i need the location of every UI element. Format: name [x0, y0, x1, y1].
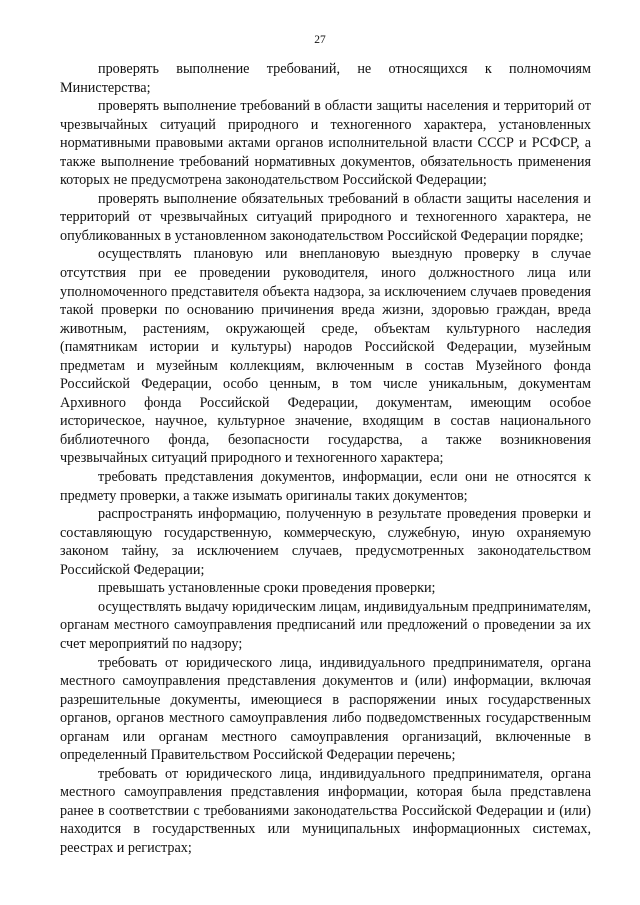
paragraph: осуществлять выдачу юридическим лицам, индивидуальным предпринимателям, органам местного самоуправления предписаний или предложений о проведении за их счет мероприятий по надзору;	[60, 598, 591, 652]
paragraph: превышать установленные сроки проведения проверки;	[98, 580, 436, 597]
paragraph: проверять выполнение требований в области защиты населения и территорий от чрезвычайных ситуаций природного и техногенного характера, установленных нормативными правовыми актами органов исполнительной власти СССР и РСФСР, а также выполнение требований нормативных документов, обязательность применения которых не предусмотрена законодательством Российской Федерации;	[60, 98, 591, 189]
document-body	[60, 60, 591, 858]
paragraph: требовать представления документов, информации, если они не относятся к предмету проверки, а также изымать оригиналы таких документов;	[60, 469, 591, 504]
paragraph: осуществлять плановую или внеплановую выездную проверку в случае отсутствия при ее проведении руководителя, иного должностного лица или уполномоченного представителя объекта надзора, за исключением случаев проведения такой проверки по основанию причинения вреда жизни, здоровью граждан, вреда животным, растениям, окружающей среде, объектам культурного наследия (памятникам истории и культуры) народов Российской Федерации, музейным предметам и музейным коллекциям, включенным в состав Музейного фонда Российской Федерации, особо ценным, в том числе уникальным, документам Архивного фонда Российской Федерации, документам, имеющим особое историческое, научное, культурное значение, входящим в состав национального библиотечного фонда, безопасности государства, а также возникновения чрезвычайных ситуаций природного и техногенного характера;	[60, 246, 591, 467]
paragraph: проверять выполнение требований, не относящихся к полномочиям Министерства;	[60, 61, 591, 96]
page-number: 27	[314, 34, 326, 46]
paragraph: распространять информацию, полученную в результате проведения проверки и составляющую государственную, коммерческую, служебную, иную охраняемую законом тайну, за исключением случаев, предусмотренных законодательством Российской Федерации;	[60, 506, 591, 578]
paragraph: требовать от юридического лица, индивидуального предпринимателя, органа местного самоуправления представления информации, которая была представлена ранее в соответствии с требованиями законодательства Российской Федерации и (или) находится в государственных или муниципальных информационных системах, реестрах и регистрах;	[60, 765, 591, 856]
paragraph: требовать от юридического лица, индивидуального предпринимателя, органа местного самоуправления представления документов и (или) информации, включая разрешительные документы, имеющиеся в распоряжении иных государственных органов, органов местного самоуправления либо подведомственных государственным органам или органам местного самоуправления организаций, включенные в определенный Правительством Российской Федерации перечень;	[60, 654, 591, 764]
paragraph: проверять выполнение обязательных требований в области защиты населения и территорий от чрезвычайных ситуаций природного и техногенного характера, не опубликованных в установленном законодательством Российской Федерации порядке;	[60, 190, 591, 244]
